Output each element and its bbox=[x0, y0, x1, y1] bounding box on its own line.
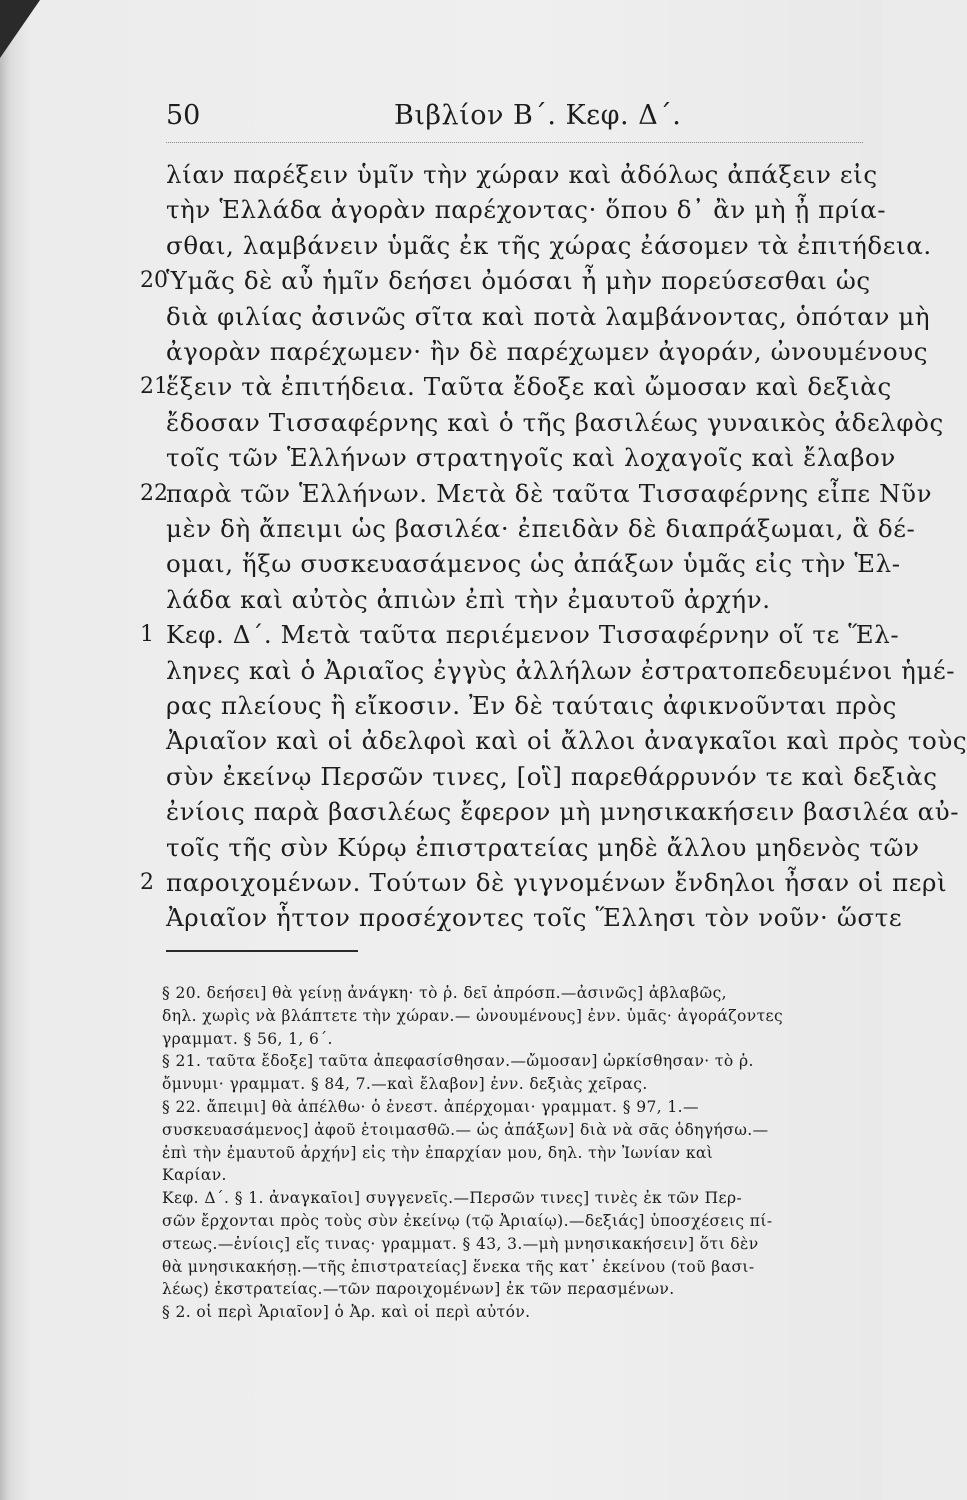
footnote-line: δηλ. χωρὶς νὰ βλάπτετε τὴν χώραν.— ὠνουμένους] ἐνν. ὑμᾶς· ἀγοράζοντες bbox=[162, 1006, 784, 1025]
body-line: ἐνίοις παρὰ βασιλέως ἔφερον μὴ μνησικακήσειν βασιλέα αὐ- bbox=[166, 797, 960, 827]
header-rule bbox=[166, 142, 863, 143]
footnote-line: στεως.—ἐνίοις] εἴς τινας· γραμματ. § 43, 3.—μὴ μνησικακήσειν] ὅτι δὲν bbox=[162, 1234, 759, 1253]
footnote-line: § 21. ταῦτα ἔδοξε] ταῦτα ἀπεφασίσθησαν.—ὤμοσαν] ὡρκίσθησαν· τὸ ῥ. bbox=[162, 1052, 754, 1071]
body-line: Ἀριαῖον καὶ οἱ ἀδελφοὶ καὶ οἱ ἄλλοι ἀναγκαῖοι καὶ πρὸς τοὺς bbox=[166, 726, 967, 756]
footnote-rule bbox=[166, 950, 358, 952]
body-line: τοῖς τῶν Ἑλλήνων στρατηγοῖς καὶ λοχαγοῖς καὶ ἔλαβον bbox=[166, 443, 896, 473]
body-line: ἀγορὰν παρέχωμεν· ἢν δὲ παρέχωμεν ἀγοράν, ὠνουμένους bbox=[166, 337, 929, 366]
body-line: ληνες καὶ ὁ Ἀριαῖος ἐγγὺς ἀλλήλων ἐστρατοπεδευμένοι ἡμέ- bbox=[166, 655, 956, 685]
section-number: 22 bbox=[140, 480, 168, 506]
body-line: μὲν δὴ ἄπειμι ὡς βασιλέα· ἐπειδὰν δὲ διαπράξωμαι, ἃ δέ- bbox=[166, 514, 916, 543]
body-line: τοῖς τῆς σὺν Κύρῳ ἐπιστρατείας μηδὲ ἄλλου μηδενὸς τῶν bbox=[166, 832, 920, 862]
body-line: Ἀριαῖον ἧττον προσέχοντες τοῖς Ἕλλησι τὸν νοῦν· ὥστε bbox=[166, 903, 903, 933]
footnote-line: § 20. δεήσει] θὰ γείνῃ ἀνάγκη· τὸ ῥ. δεῖ ἀπρόσπ.—ἀσινῶς] ἀβλαβῶς, bbox=[162, 984, 727, 1002]
footnote-line: γραμματ. § 56, 1, 6΄. bbox=[162, 1029, 333, 1048]
page-number: 50 bbox=[166, 100, 201, 131]
page-corner-shadow bbox=[0, 0, 40, 58]
section-number: 21 bbox=[140, 374, 168, 400]
body-line: ομαι, ἥξω συσκευασάμενος ὡς ἀπάξων ὑμᾶς εἰς τὴν Ἑλ- bbox=[166, 549, 901, 579]
footnote-line: Καρίαν. bbox=[162, 1166, 227, 1185]
body-line: λίαν παρέξειν ὑμῖν τὴν χώραν καὶ ἀδόλως ἀπάξειν εἰς bbox=[166, 160, 878, 189]
body-line: τὴν Ἑλλάδα ἀγορὰν παρέχοντας· ὅπου δ᾽ ἂν μὴ ᾖ πρία- bbox=[166, 195, 887, 225]
body-line: ρας πλείους ἢ εἴκοσιν. Ἐν δὲ ταύταις ἀφικνοῦνται πρὸς bbox=[166, 691, 897, 720]
body-line: ἔδοσαν Τισσαφέρνης καὶ ὁ τῆς βασιλέως γυναικὸς ἀδελφὸς bbox=[166, 407, 944, 437]
section-number: 2 bbox=[140, 870, 154, 895]
section-number: 1 bbox=[140, 622, 154, 648]
footnote-line: συσκευασάμενος] ἀφοῦ ἑτοιμασθῶ.— ὡς ἀπάξων] διὰ νὰ σᾶς ὁδηγήσω.— bbox=[162, 1120, 769, 1139]
body-line: σὺν ἐκείνῳ Περσῶν τινες, [οἳ] παρεθάρρυνόν τε καὶ δεξιὰς bbox=[166, 761, 938, 791]
footnote-line: Κεφ. Δ΄. § 1. ἀναγκαῖοι] συγγενεῖς.—Περσῶν τινες] τινὲς ἐκ τῶν Περ- bbox=[162, 1189, 743, 1208]
footnote-line: θὰ μνησικακήσῃ.—τῆς ἐπιστρατείας] ἕνεκα τῆς κατ᾽ ἐκείνου (τοῦ βασι- bbox=[162, 1257, 755, 1276]
body-line: διὰ φιλίας ἀσινῶς σῖτα καὶ ποτὰ λαμβάνοντας, ὁπόταν μὴ bbox=[166, 301, 931, 331]
footnote-line: σῶν ἔρχονται πρὸς τοὺς σὺν ἐκείνῳ (τῷ Ἀριαίῳ).—δεξιάς] ὑποσχέσεις πί- bbox=[162, 1212, 773, 1230]
body-line: λάδα καὶ αὐτὸς ἀπιὼν ἐπὶ τὴν ἐμαυτοῦ ἀρχήν. bbox=[166, 584, 771, 614]
page-header bbox=[0, 92, 883, 132]
footnote-line: λέως) ἐκστρατείας.—τῶν παροιχομένων] ἐκ τῶν περασμένων. bbox=[162, 1280, 675, 1299]
body-line: ἕξειν τὰ ἐπιτήδεια. Ταῦτα ἔδοξε καὶ ὤμοσαν καὶ δεξιὰς bbox=[166, 372, 892, 402]
body-line: Ὑμᾶς δὲ αὖ ἡμῖν δεήσει ὀμόσαι ἦ μὴν πορεύσεσθαι ὡς bbox=[166, 266, 871, 296]
running-head: Βιβλίον Β΄. Κεφ. Δ΄. bbox=[394, 100, 682, 131]
footnote-line: ὄμνυμι· γραμματ. § 84, 7.—καὶ ἔλαβον] ἐνν. δεξιὰς χεῖρας. bbox=[162, 1075, 648, 1094]
body-line: σθαι, λαμβάνειν ὑμᾶς ἐκ τῆς χώρας ἐάσομεν τὰ ἐπιτήδεια. bbox=[166, 230, 932, 260]
body-line: Κεφ. Δ΄. Μετὰ ταῦτα περιέμενον Τισσαφέρνην οἵ τε Ἕλ- bbox=[166, 620, 900, 650]
section-number: 20 bbox=[140, 268, 168, 294]
footnote-line: § 22. ἄπειμι] θὰ ἀπέλθω· ὁ ἐνεστ. ἀπέρχομαι· γραμματ. § 97, 1.— bbox=[162, 1098, 699, 1116]
footnote-line: ἐπὶ τὴν ἐμαυτοῦ ἀρχήν] εἰς τὴν ἐπαρχίαν μου, δηλ. τὴν Ἰωνίαν καὶ bbox=[162, 1143, 714, 1162]
footnote-line: § 2. οἱ περὶ Ἀριαῖον] ὁ Ἀρ. καὶ οἱ περὶ αὐτόν. bbox=[162, 1303, 531, 1322]
body-line: παροιχομένων. Τούτων δὲ γιγνομένων ἔνδηλοι ἦσαν οἱ περὶ bbox=[166, 868, 948, 897]
body-line: παρὰ τῶν Ἑλλήνων. Μετὰ δὲ ταῦτα Τισσαφέρνης εἶπε Νῦν bbox=[166, 478, 933, 508]
